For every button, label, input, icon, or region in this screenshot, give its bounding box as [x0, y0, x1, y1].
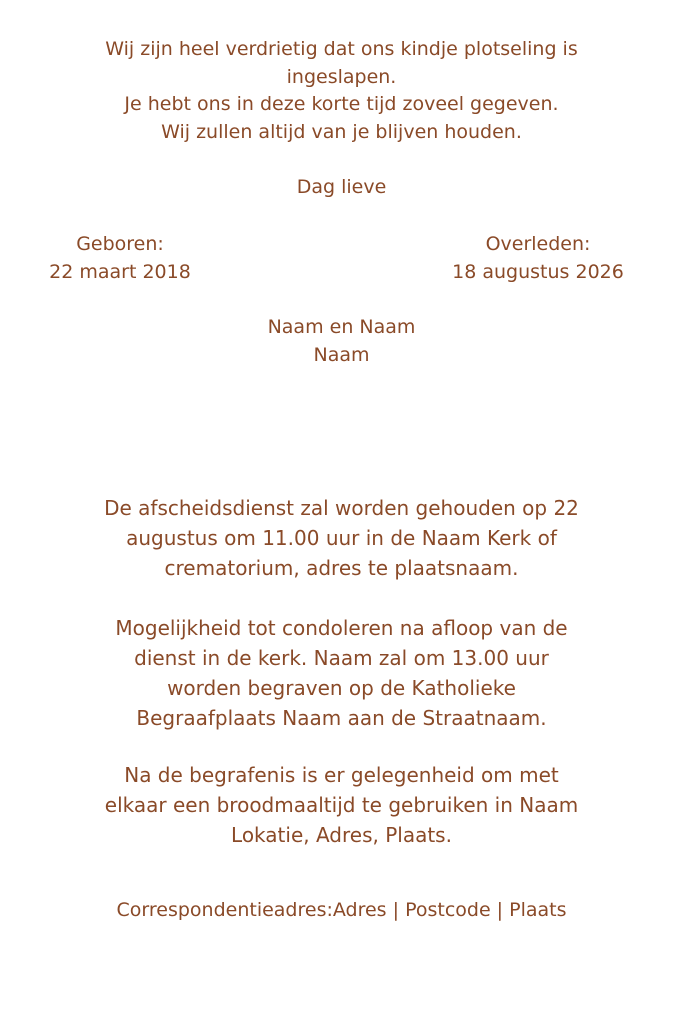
condolence-paragraph: Mogelijkheid tot condoleren na afloop van de dienst in de kerk. Naam zal om 13.00 uur worden begraven op de Katholieke Begraafplaats Naam aan de Straatnaam. [115, 616, 568, 730]
meal-paragraph: Na de begrafenis is er gelegenheid om met elkaar een broodmaaltijd te gebruiken in Naam Lokatie, Adres, Plaats. [104, 763, 579, 847]
dates-section [0, 230, 683, 290]
greeting-text: Dag lieve [296, 176, 387, 198]
death-label: Overleden: [485, 233, 591, 255]
birth-label: Geboren: [76, 233, 164, 255]
birth-date: 22 maart 2018 [49, 261, 191, 283]
correspondence-address: Correspondentieadres:Adres | Postcode | Plaats [116, 899, 567, 921]
death-date: 18 augustus 2026 [452, 261, 624, 283]
intro-text: Wij zijn heel verdrietig dat ons kindje plotseling is ingeslapen. Je hebt ons in deze korte tijd zoveel gegeven. Wij zullen altijd van je blijven houden. [105, 38, 578, 143]
service-paragraph: De afscheidsdienst zal worden gehouden op 22 augustus om 11.00 uur in de Naam Kerk of crematorium, adres te plaatsnaam. [104, 496, 579, 580]
parents-names: Naam en Naam Naam [267, 316, 416, 366]
death-date-block [423, 230, 653, 286]
birth-date-block [5, 230, 235, 286]
